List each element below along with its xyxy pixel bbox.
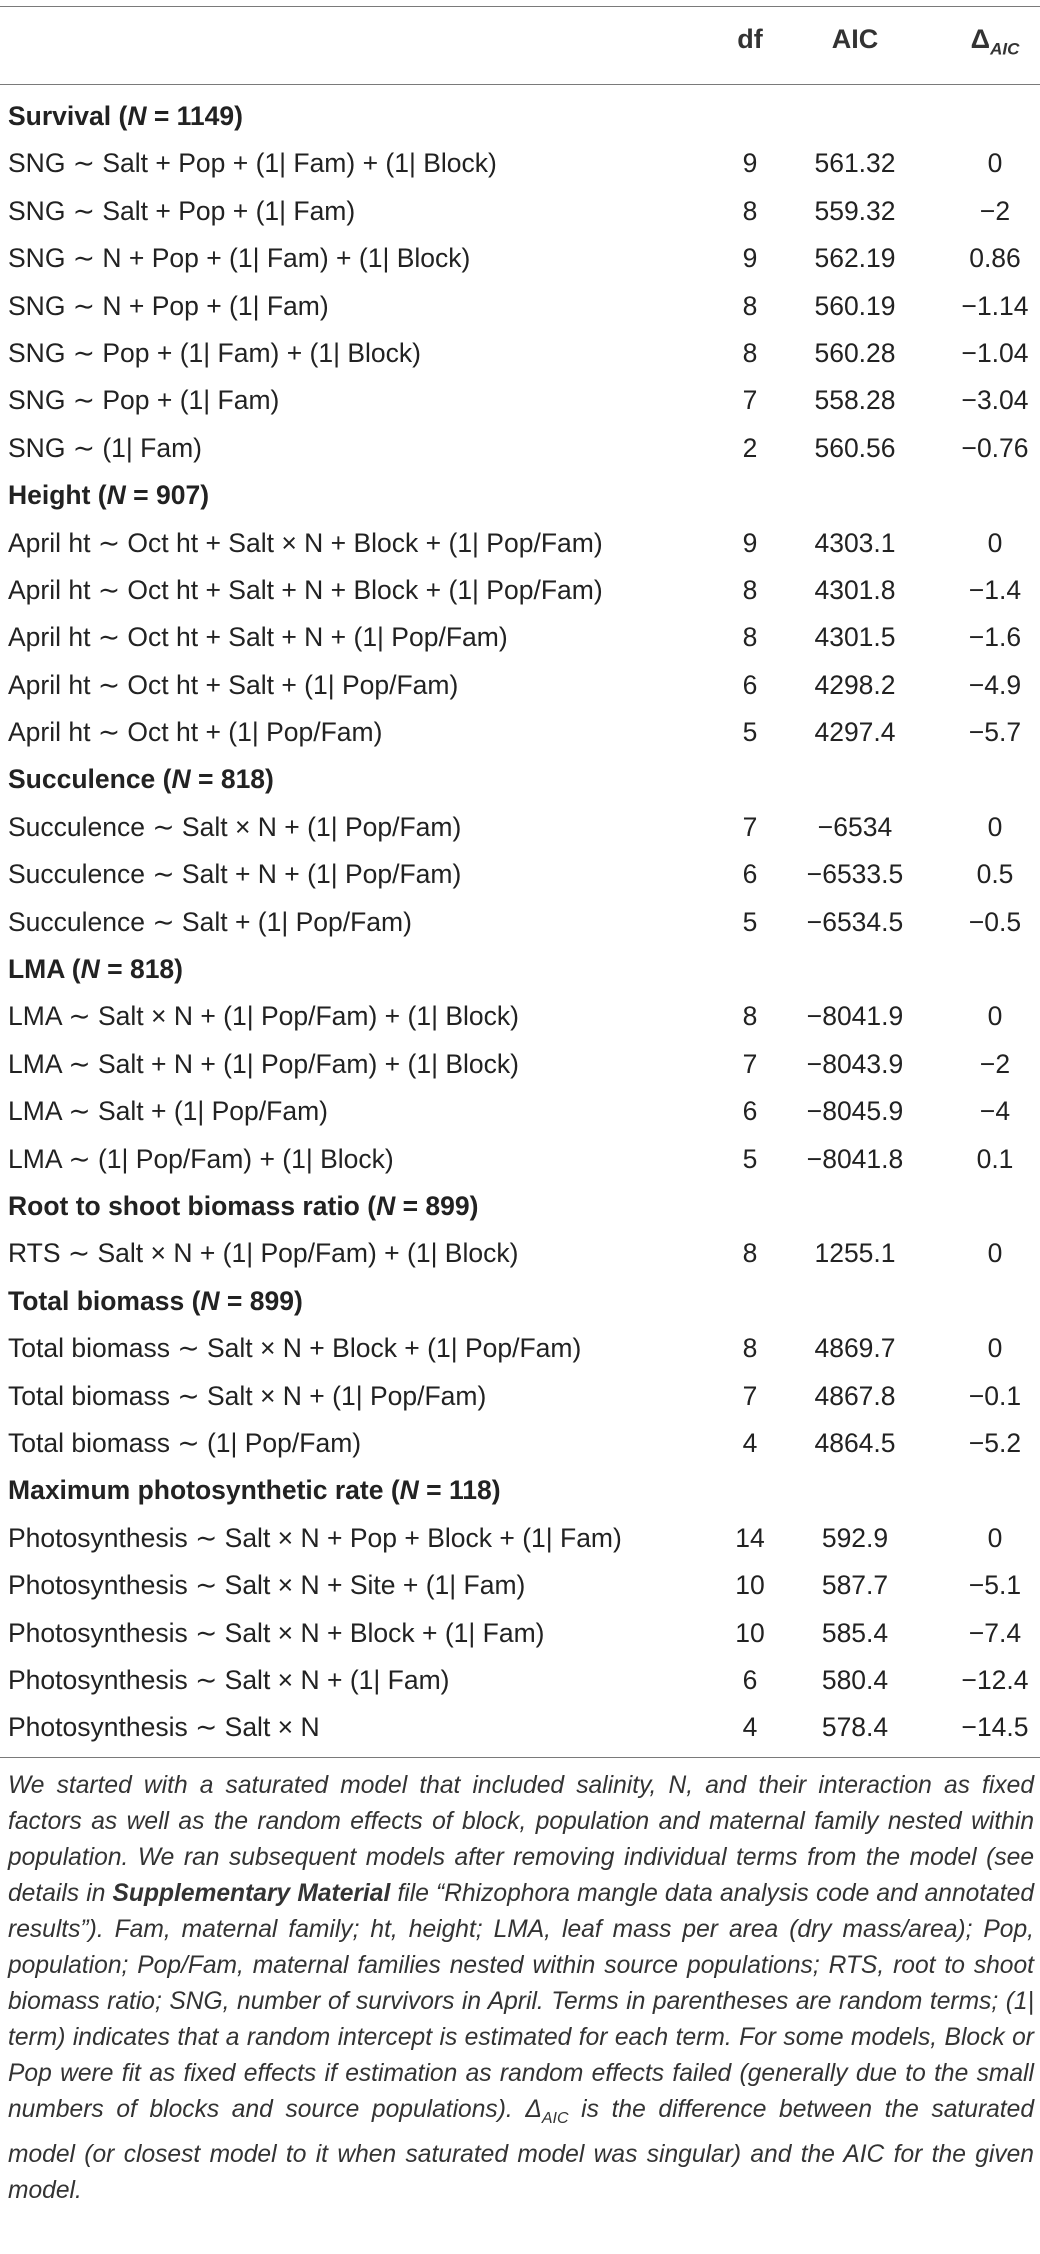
table-row <box>0 1373 1040 1420</box>
model-formula: Photosynthesis ∼ Salt × N + Pop + Block + (1| Fam) <box>8 1522 622 1553</box>
delta-aic-value: −1.6 <box>968 622 1022 653</box>
df-value: 9 <box>742 527 758 558</box>
model-formula: SNG ∼ (1| Fam) <box>8 432 202 463</box>
model-formula: Photosynthesis ∼ Salt × N + Site + (1| Fam) <box>8 1570 526 1601</box>
delta-aic-value: 0.1 <box>976 1143 1014 1174</box>
section-title: Height (N = 907) <box>8 480 210 511</box>
model-formula: SNG ∼ Pop + (1| Fam) <box>8 385 280 416</box>
table-row <box>0 567 1040 614</box>
section-header <box>0 1467 1040 1514</box>
delta-aic-value: −4 <box>979 1096 1011 1127</box>
df-value: 10 <box>735 1617 765 1648</box>
df-value: 8 <box>742 1238 758 1269</box>
table-header-rule <box>0 84 1040 85</box>
aic-value: 592.9 <box>821 1522 889 1553</box>
aic-value: 559.32 <box>814 195 896 226</box>
aic-value: 4869.7 <box>814 1333 896 1364</box>
section-title: Survival (N = 1149) <box>8 101 243 131</box>
aic-value: 4301.8 <box>814 574 896 605</box>
aic-value: 1255.1 <box>814 1238 896 1269</box>
df-value: 9 <box>742 243 758 274</box>
model-formula: Total biomass ∼ (1| Pop/Fam) <box>8 1427 362 1458</box>
df-value: 5 <box>742 1143 758 1174</box>
delta-aic-value: −7.4 <box>968 1617 1022 1648</box>
model-formula: RTS ∼ Salt × N + (1| Pop/Fam) + (1| Block) <box>8 1238 519 1269</box>
model-formula: Total biomass ∼ Salt × N + Block + (1| Pop/Fam) <box>8 1333 582 1364</box>
aic-value: 578.4 <box>821 1712 889 1743</box>
df-value: 10 <box>735 1570 765 1601</box>
model-formula: SNG ∼ Salt + Pop + (1| Fam) + (1| Block) <box>8 148 497 179</box>
table-row <box>0 1704 1040 1751</box>
model-formula: April ht ∼ Oct ht + Salt + N + Block + (1| Pop/Fam) <box>8 574 603 605</box>
delta-aic-value: −2 <box>979 1048 1011 1079</box>
aic-value: −6533.5 <box>806 859 904 890</box>
model-formula: Photosynthesis ∼ Salt × N + (1| Fam) <box>8 1664 450 1695</box>
model-formula: April ht ∼ Oct ht + (1| Pop/Fam) <box>8 717 383 748</box>
aic-value: 560.28 <box>814 337 896 368</box>
model-formula: April ht ∼ Oct ht + Salt × N + Block + (1| Pop/Fam) <box>8 527 603 558</box>
table-row <box>0 993 1040 1040</box>
column-header-df: df <box>737 24 763 54</box>
delta-aic-value: −1.4 <box>968 574 1022 605</box>
table-row <box>0 235 1040 282</box>
df-value: 7 <box>742 1048 758 1079</box>
table-row <box>0 520 1040 567</box>
model-formula: SNG ∼ N + Pop + (1| Fam) <box>8 290 329 321</box>
aic-value: 4297.4 <box>814 717 896 748</box>
aic-value: 4298.2 <box>814 669 896 700</box>
delta-aic-value: 0 <box>987 1522 1003 1553</box>
aic-value: −8041.9 <box>806 1001 904 1032</box>
aic-value: 4867.8 <box>814 1380 896 1411</box>
table-row <box>0 188 1040 235</box>
model-formula: LMA ∼ Salt + N + (1| Pop/Fam) + (1| Block) <box>8 1048 519 1079</box>
section-title: Maximum photosynthetic rate (N = 118) <box>8 1475 501 1506</box>
section-header <box>0 472 1040 519</box>
delta-aic-value: −1.14 <box>961 290 1029 321</box>
df-value: 7 <box>742 385 758 416</box>
aic-value: −8045.9 <box>806 1096 904 1127</box>
table-row <box>0 283 1040 330</box>
model-formula: Total biomass ∼ Salt × N + (1| Pop/Fam) <box>8 1380 487 1411</box>
model-formula: April ht ∼ Oct ht + Salt + N + (1| Pop/Fam) <box>8 622 508 653</box>
table-row <box>0 804 1040 851</box>
aic-value: 580.4 <box>821 1664 889 1695</box>
delta-aic-value: 0.5 <box>976 859 1014 890</box>
table-footnote: We started with a saturated model that included salinity, N, and their interaction as fixed factors as well as the random effects of block, population and maternal family nested within population. We ran subsequent models after removing individual terms from the model (see details in Supplementary Material file “Rhizophora mangle data analysis code and annotated results”). Fam, maternal family; ht, height; LMA, leaf mass per area (dry mass/area); Pop, population; Pop/Fam, maternal families nested within source populations; RTS, root to shoot biomass ratio; SNG, number of survivors in April. Terms in parentheses are random terms; (1| term) indicates that a random intercept is estimated for each term. For some models, Block or Pop were fit as fixed effects if estimation as random effects failed (generally due to the small numbers of blocks and source populations). $\Delta_{AIC}$ is the difference between the saturated model (or closest model to it when saturated model was singular) and the AIC for the given model. <box>8 1772 1035 2204</box>
column-header-aic: AIC <box>831 24 879 54</box>
df-value: 5 <box>742 717 758 748</box>
df-value: 6 <box>742 859 758 890</box>
table-row <box>0 1610 1040 1657</box>
df-value: 5 <box>742 906 758 937</box>
table-bottom-rule <box>0 1757 1040 1758</box>
aic-value: 560.56 <box>814 432 896 463</box>
aic-value: −6534.5 <box>806 906 904 937</box>
df-value: 2 <box>742 432 758 463</box>
delta-aic-value: −0.76 <box>961 432 1029 463</box>
model-formula: Photosynthesis ∼ Salt × N + Block + (1| Fam) <box>8 1617 545 1648</box>
table-row <box>0 851 1040 898</box>
df-value: 6 <box>742 1664 758 1695</box>
model-formula: SNG ∼ N + Pop + (1| Fam) + (1| Block) <box>8 243 471 274</box>
table-row <box>0 330 1040 377</box>
section-header <box>0 756 1040 803</box>
aic-value: 560.19 <box>814 290 896 321</box>
df-value: 8 <box>742 574 758 605</box>
table-row <box>0 1230 1040 1277</box>
table-row <box>0 1562 1040 1609</box>
aic-value: 4303.1 <box>814 527 896 558</box>
df-value: 8 <box>742 195 758 226</box>
delta-aic-value: −3.04 <box>961 385 1029 416</box>
delta-aic-value: 0 <box>987 1333 1003 1364</box>
aic-value: 4864.5 <box>814 1427 896 1458</box>
df-value: 8 <box>742 337 758 368</box>
section-header <box>0 946 1040 993</box>
column-header-delta-aic: $\Delta_{AIC}$ <box>970 24 1020 59</box>
delta-aic-value: 0 <box>987 811 1003 842</box>
table-row <box>0 1088 1040 1135</box>
model-formula: LMA ∼ (1| Pop/Fam) + (1| Block) <box>8 1143 394 1174</box>
df-value: 4 <box>742 1427 758 1458</box>
model-formula: April ht ∼ Oct ht + Salt + (1| Pop/Fam) <box>8 669 459 700</box>
delta-aic-value: −1.04 <box>961 337 1029 368</box>
model-formula: SNG ∼ Pop + (1| Fam) + (1| Block) <box>8 337 421 368</box>
aic-value: −8043.9 <box>806 1048 904 1079</box>
table-row <box>0 140 1040 187</box>
model-formula: SNG ∼ Salt + Pop + (1| Fam) <box>8 195 356 226</box>
table-row <box>0 1657 1040 1704</box>
aic-value: 558.28 <box>814 385 896 416</box>
table-row <box>0 377 1040 424</box>
table-row <box>0 1041 1040 1088</box>
model-formula: Succulence ∼ Salt + N + (1| Pop/Fam) <box>8 859 462 890</box>
delta-aic-value: −5.7 <box>968 717 1022 748</box>
df-value: 9 <box>742 148 758 179</box>
df-value: 7 <box>742 1380 758 1411</box>
aic-value: 4301.5 <box>814 622 896 653</box>
df-value: 8 <box>742 290 758 321</box>
delta-aic-value: 0 <box>987 1238 1003 1269</box>
df-value: 8 <box>742 1001 758 1032</box>
delta-aic-value: −5.1 <box>968 1570 1022 1601</box>
df-value: 14 <box>735 1522 765 1553</box>
section-header <box>0 1183 1040 1230</box>
table-body <box>0 93 1040 1752</box>
df-value: 8 <box>742 622 758 653</box>
delta-aic-value: 0 <box>987 1001 1003 1032</box>
delta-aic-value: 0.86 <box>969 243 1021 274</box>
aic-value: 562.19 <box>814 243 896 274</box>
delta-aic-value: −12.4 <box>961 1664 1029 1695</box>
table-row <box>0 1515 1040 1562</box>
model-formula: LMA ∼ Salt × N + (1| Pop/Fam) + (1| Block) <box>8 1001 519 1032</box>
table-row <box>0 1325 1040 1372</box>
delta-aic-value: −0.1 <box>968 1380 1022 1411</box>
table-row <box>0 1420 1040 1467</box>
df-value: 6 <box>742 1096 758 1127</box>
df-value: 8 <box>742 1333 758 1364</box>
model-formula: Photosynthesis ∼ Salt × N <box>8 1712 320 1743</box>
aic-value: 587.7 <box>821 1570 889 1601</box>
model-formula: Succulence ∼ Salt + (1| Pop/Fam) <box>8 906 412 937</box>
delta-aic-value: −14.5 <box>961 1712 1029 1743</box>
delta-aic-value: −0.5 <box>968 906 1022 937</box>
aic-value: −8041.8 <box>806 1143 904 1174</box>
table-row <box>0 1136 1040 1183</box>
df-value: 4 <box>742 1712 758 1743</box>
table-row <box>0 709 1040 756</box>
section-header <box>0 93 1040 140</box>
table-top-rule <box>0 6 1040 7</box>
section-title: Succulence (N = 818) <box>8 764 274 795</box>
model-formula: Succulence ∼ Salt × N + (1| Pop/Fam) <box>8 811 462 842</box>
delta-aic-value: −4.9 <box>968 669 1022 700</box>
model-formula: LMA ∼ Salt + (1| Pop/Fam) <box>8 1096 328 1127</box>
table-row <box>0 425 1040 472</box>
aic-value: 561.32 <box>814 148 896 179</box>
df-value: 7 <box>742 811 758 842</box>
section-title: Root to shoot biomass ratio (N = 899) <box>8 1190 479 1221</box>
section-header <box>0 1278 1040 1325</box>
section-title: Total biomass (N = 899) <box>8 1285 303 1316</box>
aic-value: −6534 <box>817 811 893 842</box>
delta-aic-value: −5.2 <box>968 1427 1022 1458</box>
delta-aic-value: −2 <box>979 195 1011 226</box>
aic-value: 585.4 <box>821 1617 889 1648</box>
delta-aic-value: 0 <box>987 148 1003 179</box>
table-row <box>0 614 1040 661</box>
section-title: LMA (N = 818) <box>8 954 183 985</box>
table-row <box>0 662 1040 709</box>
df-value: 6 <box>742 669 758 700</box>
table-row <box>0 899 1040 946</box>
delta-aic-value: 0 <box>987 527 1003 558</box>
